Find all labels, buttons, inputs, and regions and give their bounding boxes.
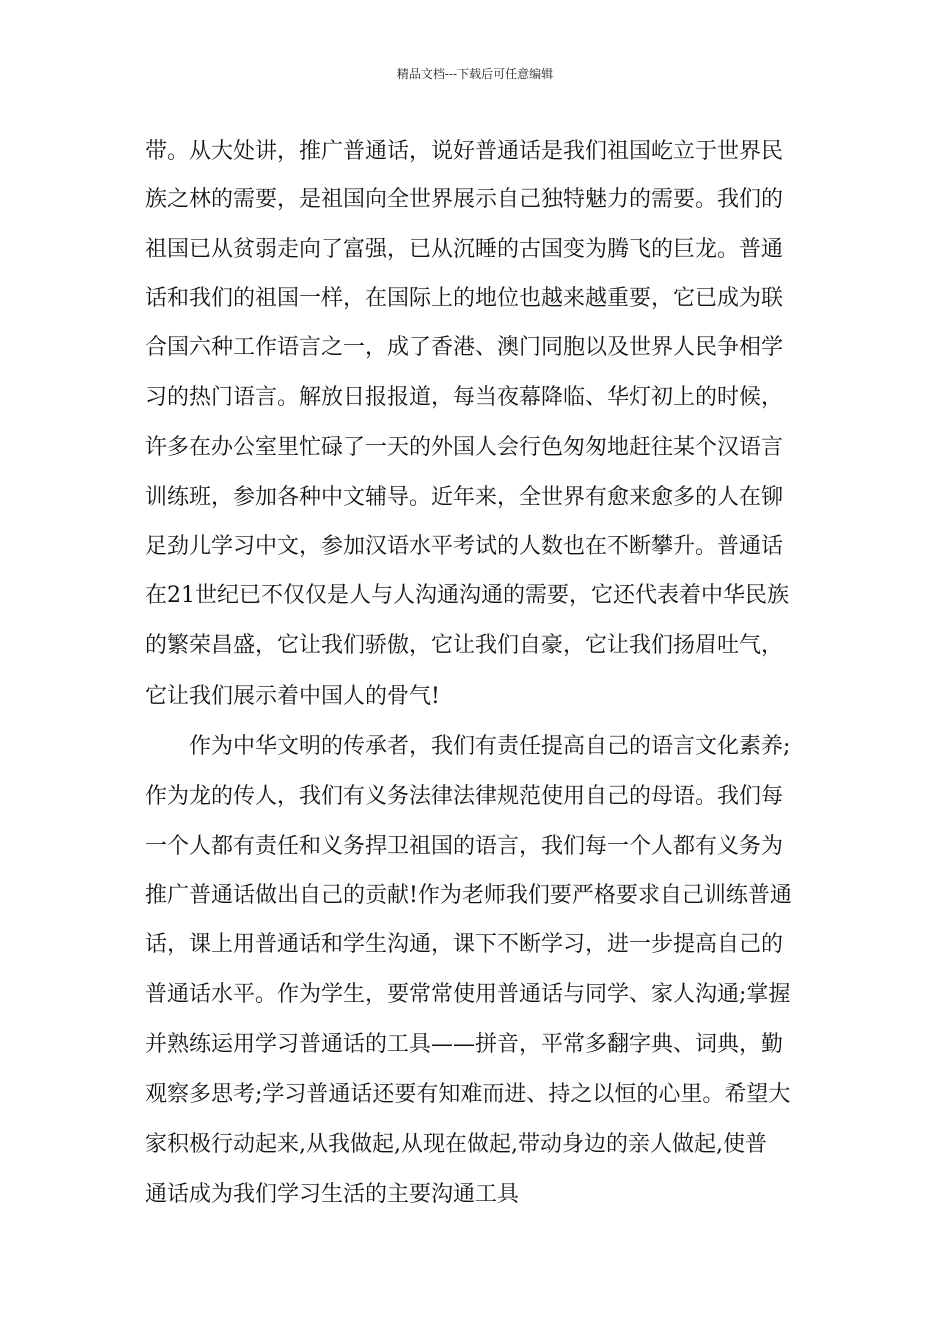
text-line: 它让我们展示着中国人的骨气!	[145, 684, 440, 709]
text-line: 作为龙的传人，我们有义务法律法律规范使用自己的母语。我们每	[145, 784, 784, 809]
text-line: 合国六种工作语言之一，成了香港、澳门同胞以及世界人民争相学	[145, 335, 784, 360]
text-line: 族之林的需要，是祖国向全世界展示自己独特魅力的需要。我们的	[145, 187, 784, 212]
paragraph-first-line: 作为中华文明的传承者，我们有责任提高自己的语言文化素养;	[189, 734, 791, 759]
text-line: 带。从大处讲，推广普通话，说好普通话是我们祖国屹立于世界民	[145, 139, 784, 164]
text-line: 并熟练运用学习普通话的工具——拼音，平常多翻字典、词典，勤	[145, 1032, 784, 1057]
page-header: 精品文档---下载后可任意编辑	[396, 67, 554, 81]
text-line: 许多在办公室里忙碌了一天的外国人会行色匆匆地赶往某个汉语言	[145, 435, 784, 460]
text-line: 普通话水平。作为学生，要常常使用普通话与同学、家人沟通;掌握	[145, 982, 791, 1007]
text-line: 家积极行动起来,从我做起,从现在做起,带动身边的亲人做起,使普	[145, 1132, 767, 1157]
text-line: 通话成为我们学习生活的主要沟通工具	[145, 1182, 520, 1207]
text-line: 话和我们的祖国一样，在国际上的地位也越来越重要，它已成为联	[145, 286, 784, 311]
text-line: 的繁荣昌盛，它让我们骄傲，它让我们自豪，它让我们扬眉吐气，	[145, 633, 784, 658]
text-line: 话，课上用普通话和学生沟通，课下不断学习，进一步提高自己的	[145, 932, 784, 957]
text-line: 一个人都有责任和义务捍卫祖国的语言，我们每一个人都有义务为	[145, 834, 784, 859]
text-line: 习的热门语言。解放日报报道，每当夜幕降临、华灯初上的时候，	[145, 385, 784, 410]
text-line: 在21世纪已不仅仅是人与人沟通沟通的需要，它还代表着中华民族	[145, 583, 789, 608]
text-line: 祖国已从贫弱走向了富强，已从沉睡的古国变为腾飞的巨龙。普通	[145, 237, 784, 262]
text-line: 推广普通话做出自己的贡献!作为老师我们要严格要求自己训练普通	[145, 883, 792, 908]
text-line: 足劲儿学习中文，参加汉语水平考试的人数也在不断攀升。普通话	[145, 534, 784, 559]
text-line: 观察多思考;学习普通话还要有知难而进、持之以恒的心里。希望大	[145, 1082, 791, 1107]
text-line: 训练班，参加各种中文辅导。近年来，全世界有愈来愈多的人在铆	[145, 485, 784, 510]
